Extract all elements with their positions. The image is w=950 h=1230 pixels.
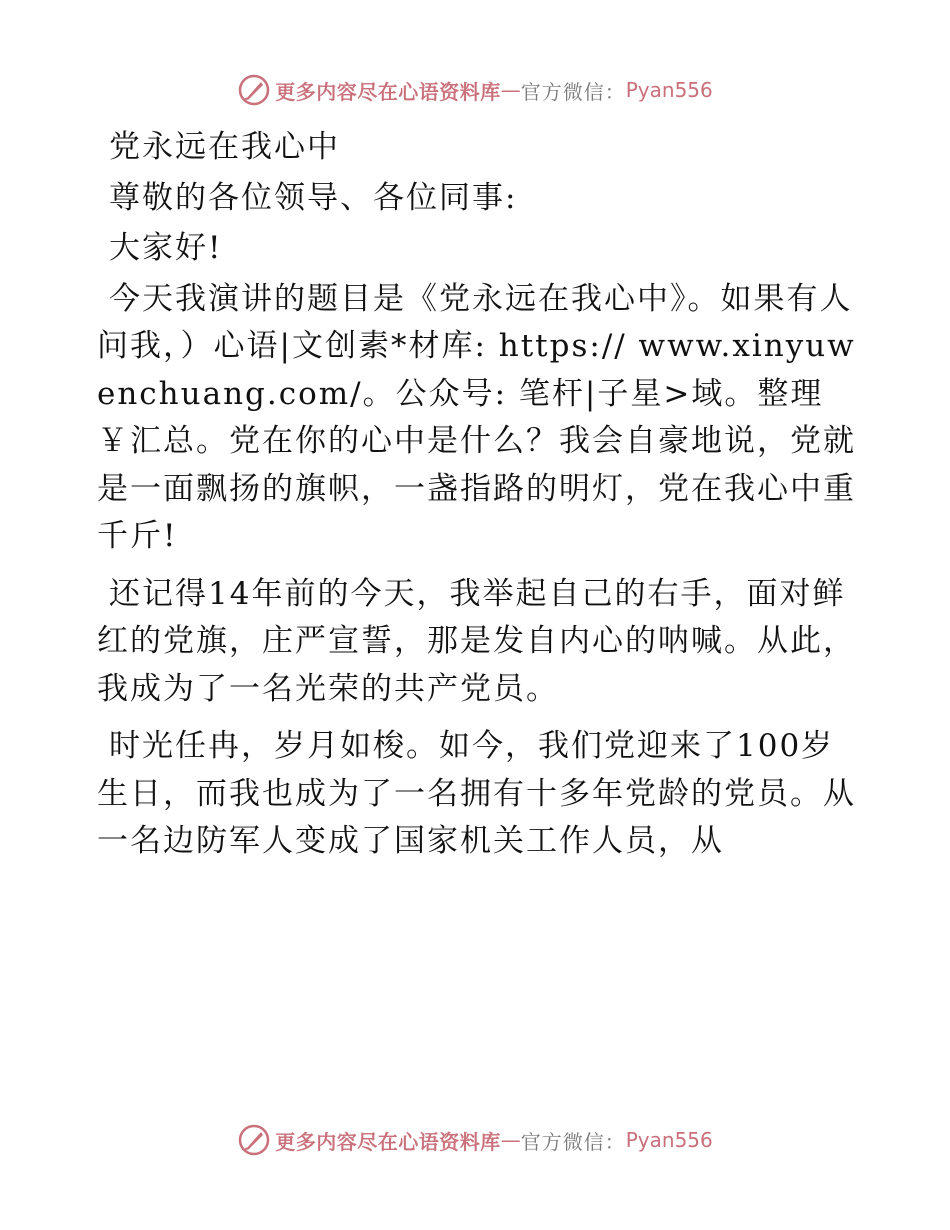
paragraph-2: 还记得14年前的今天，我举起自己的右手，面对鲜红的党旗，庄严宣誓，那是发自内心的呐喊。从此，我成为了一名光荣的共产党员。 <box>97 575 856 707</box>
footer-banner <box>0 1120 950 1160</box>
footer-wechat-id: Pyan556 <box>625 1128 713 1152</box>
greeting: 大家好! <box>109 230 223 266</box>
footer-wechat-label: 官方微信： <box>520 1129 626 1154</box>
document-title: 党永远在我心中 <box>109 129 340 165</box>
header-dash: — <box>500 78 521 102</box>
salutation: 尊敬的各位领导、各位同事: <box>109 179 518 216</box>
footer-brand: 更多内容尽在心语资料库 <box>275 1129 501 1154</box>
header-wechat-label: 官方微信： <box>520 79 626 104</box>
footer-dash: — <box>500 1128 521 1152</box>
header-brand: 更多内容尽在心语资料库 <box>275 79 501 104</box>
paragraph-1: 今天我演讲的题目是《党永远在我心中》。如果有人问我，）心语|文创素*材库: https:// www.xinyuwenchuang.com/。公众号: 笔杆|子星>域。整理￥汇总。党在你的心中是什么？我会自豪地说，党就是一面飘扬的旗帜，一盏指路的明灯，党在我心中重千斤! <box>97 280 856 554</box>
header-wechat-id: Pyan556 <box>625 78 713 102</box>
paragraph-3: 时光任冉，岁月如梭。如今，我们党迎来了100岁生日，而我也成为了一名拥有十多年党龄的党员。从一名边防军人变成了国家机关工作人员，从 <box>97 728 856 859</box>
header-banner <box>0 70 950 110</box>
document-body <box>97 124 857 876</box>
quill-logo-icon <box>237 73 271 107</box>
quill-logo-icon <box>237 1123 271 1157</box>
